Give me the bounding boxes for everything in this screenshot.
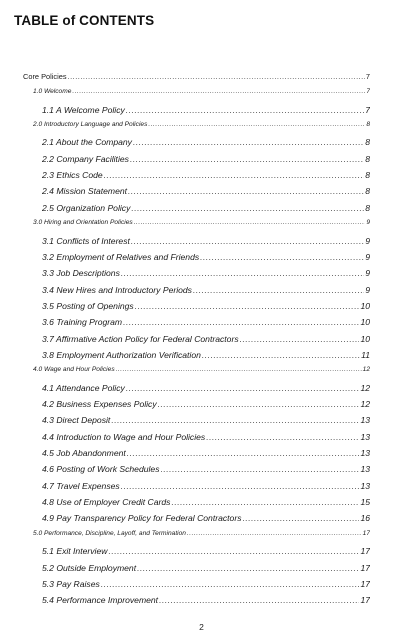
toc-entry[interactable]: [42, 546, 370, 556]
toc-entry-label: 3.8 Employment Authorization Verification: [42, 349, 201, 360]
toc-entry-label: 3.5 Posting of Openings: [42, 300, 134, 311]
toc-dot-leader: [123, 317, 359, 327]
toc-dot-leader: [121, 268, 364, 278]
toc-dot-leader: [108, 546, 359, 556]
toc-entry[interactable]: [42, 563, 370, 573]
toc-entry-page: 13: [360, 448, 370, 459]
toc-entry[interactable]: [42, 448, 370, 458]
toc-entry-page: 12: [360, 399, 370, 409]
toc-entry-page: 13: [360, 431, 370, 442]
toc-dot-leader: [148, 121, 365, 128]
toc-entry[interactable]: [42, 481, 370, 491]
toc-entry-page: 10: [360, 300, 370, 311]
toc-dot-leader: [161, 464, 360, 474]
toc-entry-page: 11: [361, 349, 370, 360]
toc-entry-page: 9: [366, 219, 370, 227]
toc-entry-page: 13: [360, 415, 370, 426]
toc-entry-page: 9: [365, 284, 370, 295]
toc-dot-leader: [130, 154, 364, 164]
toc-entry-page: 13: [360, 464, 370, 475]
toc-dot-leader: [126, 105, 364, 115]
toc-entry-label: 2.3 Ethics Code: [42, 170, 103, 181]
toc-entry[interactable]: [42, 350, 370, 360]
toc-entry-page: 13: [360, 480, 370, 491]
toc-entry[interactable]: [33, 219, 370, 226]
toc-dot-leader: [104, 170, 365, 180]
toc-dot-leader: [133, 137, 364, 147]
toc-entry-label: 2.4 Mission Statement: [42, 186, 128, 197]
toc-dot-leader: [206, 432, 359, 442]
toc-entry-label: 3.0 Hiring and Orientation Policies: [33, 219, 133, 227]
toc-entry-page: 8: [366, 121, 370, 129]
toc-entry[interactable]: [42, 268, 370, 278]
toc-entry-page: 17: [360, 562, 370, 573]
toc-dot-leader: [126, 383, 360, 393]
toc-entry[interactable]: [42, 464, 370, 474]
toc-dot-leader: [200, 252, 364, 262]
toc-entry-label: Core Policies: [23, 72, 67, 81]
toc-entry-page: 12: [362, 366, 370, 374]
toc-entry-page: 17: [362, 529, 370, 537]
toc-entry-page: 17: [360, 595, 370, 606]
toc-dot-leader: [159, 595, 359, 605]
toc-entry[interactable]: [42, 399, 370, 409]
toc-entry-page: 8: [365, 170, 370, 181]
toc-entry[interactable]: [42, 252, 370, 262]
toc-entry[interactable]: [42, 432, 370, 442]
toc-entry-label: 4.3 Direct Deposit: [42, 415, 111, 426]
toc-entry-page: 10: [360, 317, 370, 328]
toc-entry[interactable]: [42, 383, 370, 393]
toc-entry-page: 8: [365, 202, 370, 213]
toc-dot-leader: [111, 415, 359, 425]
toc-entry-label: 4.1 Attendance Policy: [42, 382, 125, 393]
toc-dot-leader: [127, 448, 360, 458]
toc-entry-label: 5.0 Performance, Discipline, Layoff, and Termination: [33, 529, 186, 537]
toc-entry-label: 2.1 About the Company: [42, 137, 132, 148]
toc-entry[interactable]: [42, 415, 370, 425]
toc-entry[interactable]: [33, 366, 370, 373]
toc-dot-leader: [121, 481, 360, 491]
toc-entry-page: 9: [365, 251, 370, 262]
toc-entry[interactable]: [33, 88, 370, 95]
toc-dot-leader: [131, 203, 364, 213]
toc-entry-page: 12: [360, 382, 370, 393]
toc-entry-label: 4.0 Wage and Hour Policies: [33, 366, 115, 374]
toc-entry-page: 8: [365, 137, 370, 148]
toc-dot-leader: [137, 563, 359, 573]
toc-entry-label: 5.4 Performance Improvement: [42, 595, 159, 606]
toc-entry-page: 16: [360, 513, 370, 524]
toc-entry-page: 15: [360, 497, 370, 508]
toc-dot-leader: [128, 186, 364, 196]
toc-entry-label: 4.8 Use of Employer Credit Cards: [42, 497, 171, 508]
toc-entry[interactable]: [42, 317, 370, 327]
toc-entry[interactable]: [23, 72, 370, 81]
toc-dot-leader: [193, 285, 364, 295]
toc-entry-label: 3.3 Job Descriptions: [42, 268, 120, 279]
toc-entry-label: 3.1 Conflicts of Interest: [42, 235, 130, 246]
toc-entry-label: 2.2 Company Facilities: [42, 153, 129, 164]
toc-entry-label: 3.2 Employment of Relatives and Friends: [42, 251, 200, 262]
toc-entry-label: 3.4 New Hires and Introductory Periods: [42, 284, 192, 295]
toc-entry-page: 8: [365, 153, 370, 164]
toc-entry[interactable]: [42, 595, 370, 605]
toc-entry[interactable]: [42, 497, 370, 507]
toc-entry-label: 1.0 Welcome: [33, 88, 72, 96]
toc-entry-label: 2.0 Introductory Language and Policies: [33, 121, 148, 129]
toc-entry[interactable]: [33, 530, 370, 537]
toc-entry[interactable]: [42, 154, 370, 164]
toc-entry-label: 5.1 Exit Interview: [42, 546, 108, 557]
toc-dot-leader: [243, 513, 360, 523]
toc-entry-label: 5.3 Pay Raises: [42, 578, 100, 589]
toc-entry-page: 7: [366, 88, 370, 96]
page-number: 2: [199, 622, 204, 632]
page-title: TABLE of CONTENTS: [14, 13, 155, 28]
toc-dot-leader: [131, 236, 364, 246]
toc-entry-label: 2.5 Organization Policy: [42, 202, 131, 213]
toc-dot-leader: [187, 530, 362, 537]
toc-entry-page: 9: [365, 268, 370, 279]
toc-entry-label: 4.5 Job Abandonment: [42, 448, 126, 459]
toc-dot-leader: [240, 334, 360, 344]
toc-dot-leader: [101, 579, 360, 589]
toc-entry[interactable]: [42, 334, 370, 344]
toc-dot-leader: [135, 301, 360, 311]
toc-dot-leader: [72, 88, 365, 95]
toc-dot-leader: [116, 366, 362, 373]
toc-entry-page: 9: [365, 235, 370, 246]
toc-entry[interactable]: [42, 579, 370, 589]
toc-entry[interactable]: [42, 137, 370, 147]
toc-entry[interactable]: [42, 285, 370, 295]
toc-entry-label: 5.2 Outside Employment: [42, 562, 137, 573]
toc-entry-label: 3.7 Affirmative Action Policy for Federal Contractors: [42, 333, 239, 344]
toc-entry-label: 4.6 Posting of Work Schedules: [42, 464, 160, 475]
toc-entry-page: 17: [360, 578, 370, 589]
toc-entry-label: 3.6 Training Program: [42, 317, 123, 328]
toc-entry[interactable]: [42, 170, 370, 180]
toc-entry-page: 8: [365, 186, 370, 197]
toc-dot-leader: [171, 497, 359, 507]
toc-entry-label: 4.9 Pay Transparency Policy for Federal Contractors: [42, 513, 242, 524]
toc-entry[interactable]: [42, 203, 370, 213]
toc-entry-label: 4.7 Travel Expenses: [42, 480, 120, 491]
toc-entry-label: 1.1 A Welcome Policy: [42, 104, 125, 115]
toc-entry[interactable]: [42, 236, 370, 246]
toc-entry-page: 17: [360, 546, 370, 557]
toc-entry-page: 7: [365, 104, 370, 115]
toc-entry[interactable]: [33, 121, 370, 128]
toc-entry-label: 4.2 Business Expenses Policy: [42, 399, 157, 409]
toc-entry[interactable]: [42, 301, 370, 311]
toc-entry-page: 10: [360, 333, 370, 344]
toc-dot-leader: [68, 72, 365, 81]
toc-entry[interactable]: [42, 513, 370, 523]
toc-entry[interactable]: [42, 105, 370, 115]
toc-entry[interactable]: [42, 186, 370, 196]
toc-dot-leader: [202, 350, 360, 360]
toc-dot-leader: [134, 219, 366, 226]
toc-dot-leader: [158, 399, 360, 409]
toc-entry-page: 7: [365, 72, 370, 81]
toc-entry-label: 4.4 Introduction to Wage and Hour Policies: [42, 431, 206, 442]
